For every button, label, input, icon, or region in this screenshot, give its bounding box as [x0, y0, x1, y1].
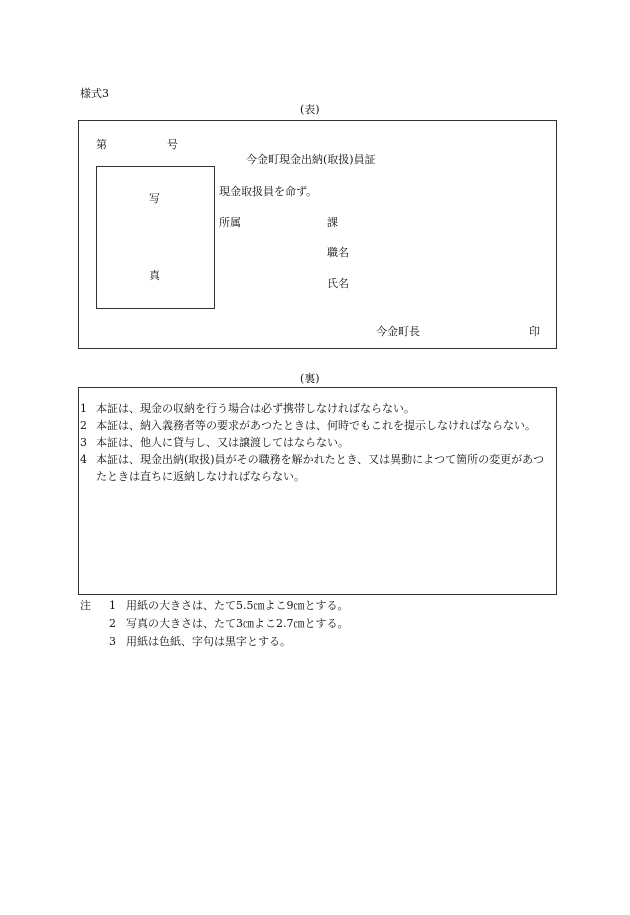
note-text: 用紙の大きさは、たて5.5㎝よこ9㎝とする。	[126, 599, 349, 612]
back-item-number: 1	[80, 402, 87, 415]
affiliation-label: 所属	[219, 216, 241, 229]
back-heading: (裏)	[300, 372, 320, 385]
photo-box	[96, 166, 215, 309]
back-item-number: 3	[80, 436, 87, 449]
section-label: 課	[327, 216, 338, 229]
note-row	[80, 617, 349, 631]
back-item	[80, 434, 552, 451]
photo-char-2: 真	[149, 269, 160, 282]
note-text: 用紙は色紙、字句は黒字とする。	[126, 635, 291, 648]
appointment-text: 現金取扱員を命ず。	[219, 185, 318, 198]
front-heading: (表)	[300, 103, 320, 116]
number-suffix: 号	[167, 138, 178, 151]
back-item-number: 2	[80, 419, 87, 432]
note-number: 2	[109, 617, 116, 630]
number-prefix: 第	[96, 138, 107, 151]
issuer-label: 今金町長	[376, 325, 420, 338]
card-title: 今金町現金出納(取扱)員証	[246, 153, 376, 166]
notes-label: 注	[80, 599, 91, 612]
back-items	[80, 400, 552, 485]
photo-char-1: 写	[149, 192, 160, 205]
back-item	[80, 451, 552, 485]
form-label: 様式3	[80, 87, 109, 100]
note-number: 3	[109, 635, 116, 648]
note-row	[80, 635, 291, 649]
back-item-text: 本証は、現金の収納を行う場合は必ず携帯しなければならない。	[96, 402, 415, 415]
note-text: 写真の大きさは、たて3㎝よこ2.7㎝とする。	[126, 617, 349, 630]
front-card	[78, 120, 557, 349]
position-label: 職名	[327, 246, 349, 259]
back-item-text: 本証は、現金出納(取扱)員がその職務を解かれたとき、又は異動によつて箇所の変更があつたときは直ちに返納しなければならない。	[96, 453, 545, 483]
note-number: 1	[109, 599, 116, 612]
back-item-text: 本証は、他人に貸与し、又は譲渡してはならない。	[96, 436, 349, 449]
seal-label: 印	[529, 325, 540, 338]
back-item	[80, 400, 552, 417]
back-item	[80, 417, 552, 434]
back-item-text: 本証は、納入義務者等の要求があつたときは、何時でもこれを提示しなければならない。	[96, 419, 536, 432]
back-item-number: 4	[80, 453, 87, 466]
note-row	[80, 599, 349, 613]
name-label: 氏名	[327, 277, 349, 290]
